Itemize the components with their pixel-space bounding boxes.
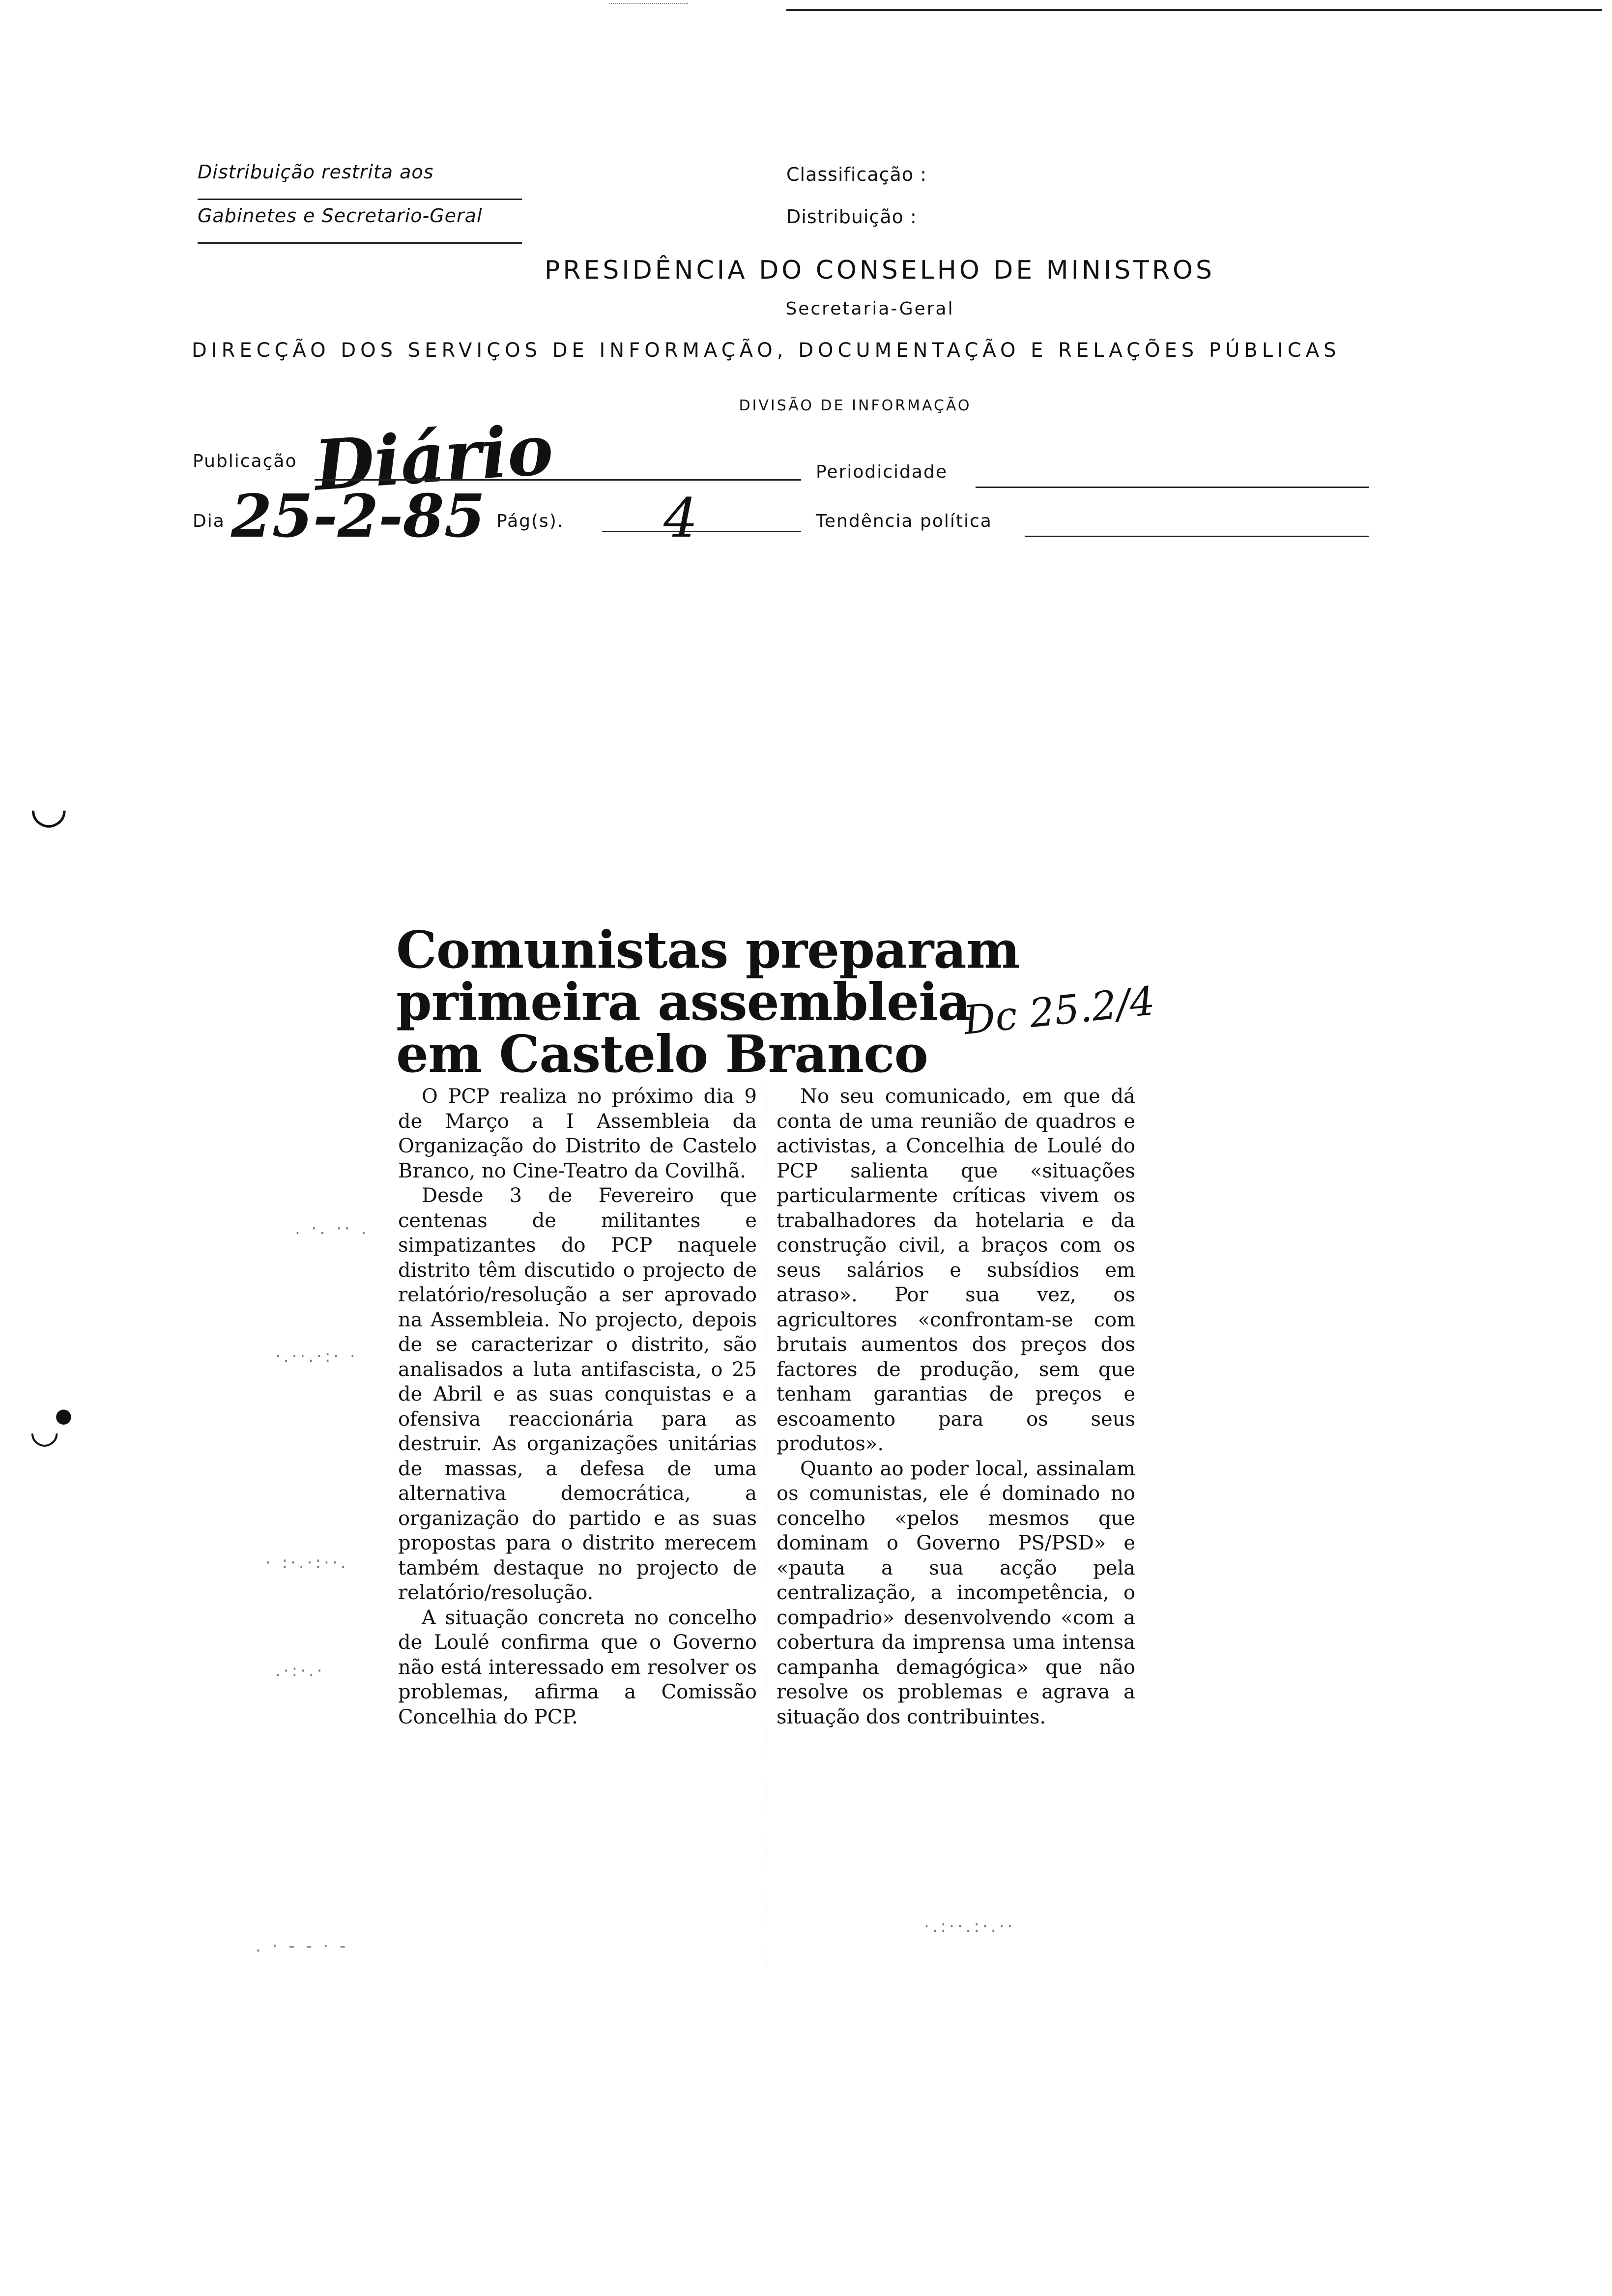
punch-hole-mark-upper: ◡ [29,781,68,833]
publicacao-label: Publicação [193,451,297,471]
paragraph: O PCP realiza no próximo dia 9 de Março a I Assembleia da Organização do Distrito de Castelo Branco, no Cine-Teatro da Covilhã. [398,1085,757,1182]
dia-label: Dia [193,511,225,531]
scan-noise-speckle: ·.··.·:· · [275,1347,358,1366]
classificacao-label: Classificação : [786,164,927,185]
newspaper-clipping [383,919,1160,2042]
publicacao-handwritten-value: Diário [312,409,556,507]
paragraph: Quanto ao poder local, assinalam os comunistas, ele é dominado no concelho «pelos mesmos que dominam o Governo PS/PSD» e «pauta a sua acção pela centralização, a incompetência, o compadrio» desenvolvendo «com a cobertura da imprensa uma intensa campanha demagógica» que não resolve os problemas e agrava a situação dos contribuintes. [777,1457,1135,1728]
distribution-note [198,156,522,244]
distribution-note-line-2: Gabinetes e Secretario-Geral [198,200,522,244]
tendencia-label: Tendência política [816,511,992,531]
paragraph: Desde 3 de Fevereiro que centenas de militantes e simpatizantes do PCP naquele distrito têm discutido o projecto de relatório/resolução a ser aprovado na Assembleia. No projecto, depois de se caracterizar o distrito, são analisados a luta antifascista, o 25 de Abril e as suas conquistas e a ofensiva reaccionária para as destruir. As organizações unitárias de massas, a defesa de uma alternativa democrática, a organização do partido e as suas propostas para o distrito merecem também destaque no projecto de relatório/resolução. [398,1184,757,1604]
article-column-right [777,1084,1135,1729]
scan-noise-speckle: ·.:··.:·.·· [924,1917,1016,1936]
pags-field-line [602,531,801,532]
scan-noise-speckle: · :·.·:··. [265,1553,349,1573]
ink-dot-mark: ● [55,1405,72,1427]
publicacao-field-line [315,479,801,481]
direccao-heading: DIRECÇÃO DOS SERVIÇOS DE INFORMAÇÃO, DOCUMENTAÇÃO E RELAÇÕES PÚBLICAS [192,339,1341,362]
scan-noise-speckle: .·:·.· [275,1661,325,1681]
periodicidade-field-line [976,487,1369,488]
distribution-note-line-1: Distribuição restrita aos [198,156,522,200]
top-dotted-mark [609,3,688,4]
secretaria-subheading: Secretaria-Geral [785,299,954,319]
classification-block [786,162,927,247]
article-body [383,1084,1160,2042]
periodicidade-label: Periodicidade [816,462,948,482]
pags-label: Pág(s). [496,511,564,531]
scan-noise-speckle: . · - - · - [256,1936,349,1956]
handwritten-date-annotation: Dc 25.2/4 [961,977,1157,1044]
article-headline: Comunistas preparam primeira assembleia em Castelo Branco [396,919,1020,1084]
presidencia-heading: PRESIDÊNCIA DO CONSELHO DE MINISTROS [545,256,1215,285]
pags-handwritten-value: 4 [663,487,698,549]
tendencia-field-line [1025,536,1369,537]
paragraph: A situação concreta no concelho de Loulé confirma que o Governo não está interessado em resolver os problemas, afirma a Comissão Concelhia do PCP. [398,1606,757,1728]
dia-handwritten-value: 25-2-85 [231,482,486,551]
divisao-heading: DIVISÃO DE INFORMAÇÃO [739,397,972,414]
top-border-line [786,9,1602,11]
paragraph: No seu comunicado, em que dá conta de uma reunião de quadros e activistas, a Concelhia de Loulé do PCP salienta que «situações particularmente críticas vivem os trabalhadores da hotelaria e da construção civil, a braços com os seus salários e subsídios em atraso». Por sua vez, os agricultores «confrontam-se com brutais aumentos dos preços dos factores de produção, sem que tenham garantias de preços e escoamento para os seus produtos». [777,1085,1135,1455]
distribuicao-label: Distribuição : [786,206,917,228]
article-column-left [398,1084,757,1729]
scan-noise-speckle: . ·. ·· . [295,1219,370,1238]
punch-hole-mark-lower: ◡ [29,1410,60,1451]
